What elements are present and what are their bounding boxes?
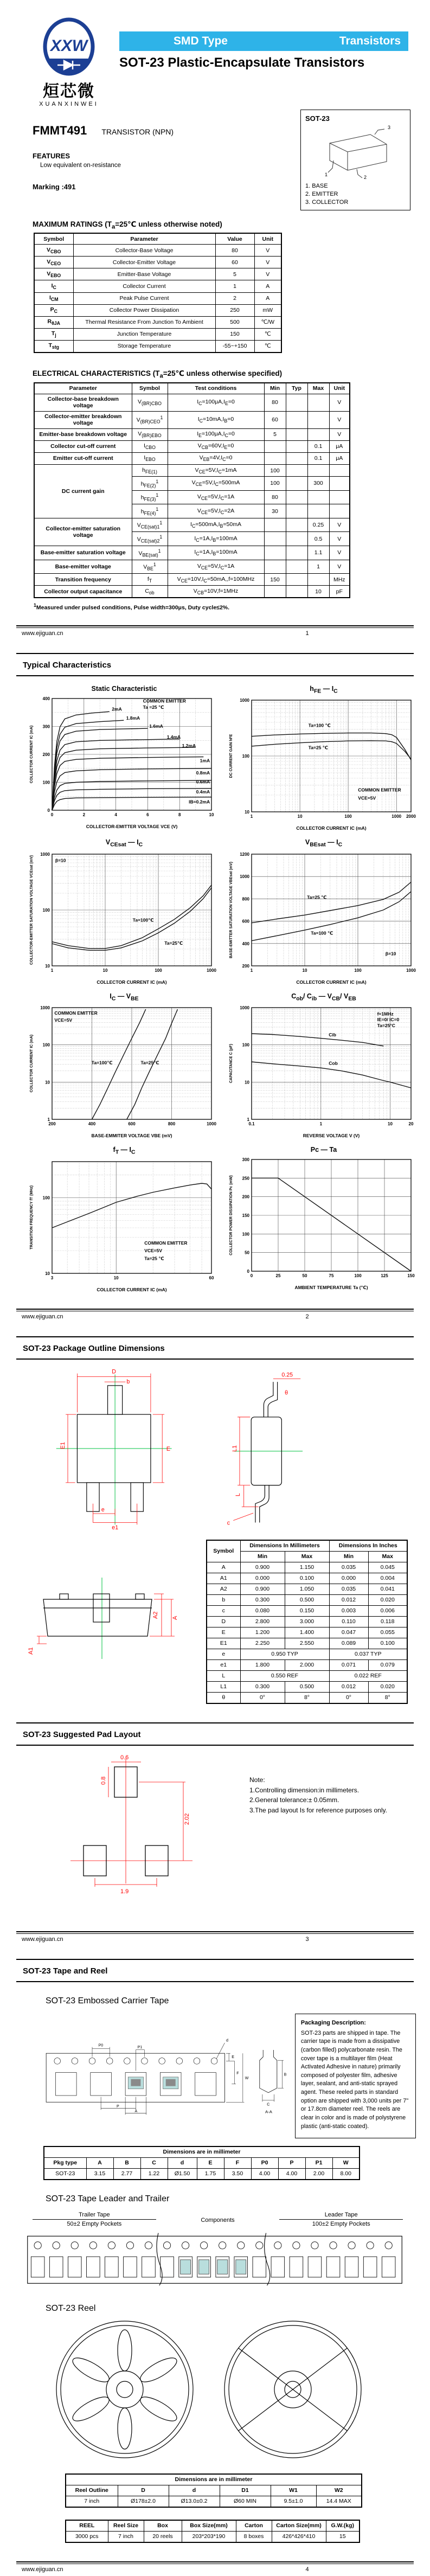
page-2 [0,653,430,1323]
header [0,0,430,107]
reel-dimensions-table: Dimensions are in millimeter Reel Outline D d D1 W1 W2 7 inch Ø178±2.0 Ø13.0±0.2 Ø60 MIN 9.5±1.0 14.4 MAX [65,2474,362,2508]
svg-text:L1: L1 [232,1445,239,1452]
package-dimensions-table: Symbol Dimensions In Millimeters Dimensions In Inches Min Max Min Max A 0.900 1.150 0.035 0.045 A1 0.000 0.100 0.000 0.004 A2 0.900 1.050 0.035 0.041 b 0.300 0.500 0.012 0.020 c 0.080 0.150 0.003 0.006 D 2.800 3.000 0.110 0.118 E 1.200 1.400 0.047 0.055 E1 2.250 2.550 0.089 0.100 e 0.950 TYP 0.037 TYP e1 1.800 2.000 0.071 0.079 L 0.550 REF 0.022 REF L1 0.300 0.500 0.012 0.020 θ 0° 8° 0° 8° [206,1540,408,1704]
chart-vcesat-vs-ic: $V_{CEsat}$ — $I_C$ 1 10 100 1000 10 100 1000 COLLECTOR CURRENT IC (mA) COLLECTOR-EMITTER SATURATION VOLTAGE VCEsat (mV) β=10 Ta=100℃ Ta=25℃ [30,838,216,985]
svg-text:Ta=100 ℃: Ta=100 ℃ [308,723,331,729]
svg-text:e1: e1 [112,1524,119,1530]
svg-text:TRANSITION FREQUENCY fT (M: TRANSITION FREQUENCY fT (MHz) [30,1185,34,1249]
svg-text:A: A [172,1616,178,1620]
svg-text:100: 100 [155,967,162,973]
svg-text:2mA: 2mA [112,706,122,712]
svg-text:Ta=25℃: Ta=25℃ [164,940,183,946]
svg-text:VCE=5V: VCE=5V [54,1017,73,1023]
svg-text:6: 6 [146,812,149,817]
svg-text:Ta =25 ℃: Ta =25 ℃ [143,704,164,710]
svg-text:AMBIENT TEMPERATURE Ta (℃): AMBIENT TEMPERATURE Ta (℃) [294,1285,368,1291]
package-label: SOT-23 [305,114,330,123]
part-description: TRANSISTOR (NPN) [101,127,174,136]
svg-text:A2: A2 [152,1611,159,1619]
type-banner [119,31,408,51]
svg-text:1000: 1000 [240,874,249,880]
svg-text:10: 10 [302,967,307,973]
svg-text:100: 100 [354,967,362,973]
svg-text:IB=0.2mA: IB=0.2mA [189,799,210,805]
svg-text:10: 10 [245,1080,249,1085]
svg-text:200: 200 [48,1122,56,1127]
svg-text:600: 600 [242,919,249,924]
page-title: SOT-23 Plastic-Encapsulate Transistors [119,55,365,70]
svg-text:0: 0 [50,812,54,817]
svg-text:C: C [267,2103,270,2107]
svg-text:COMMON EMITTER: COMMON EMITTER [143,698,186,704]
svg-text:Ta=25 ℃: Ta=25 ℃ [308,745,329,751]
svg-text:75: 75 [329,1273,334,1279]
svg-text:100: 100 [42,780,50,785]
typical-characteristics-heading: Typical Characteristics [23,660,112,670]
svg-text:1000: 1000 [406,967,416,973]
charts-grid [27,682,430,1295]
svg-text:Ta=100℃: Ta=100℃ [132,917,154,923]
svg-text:2: 2 [82,812,86,817]
svg-text:0: 0 [247,1269,249,1274]
svg-text:0.4mA: 0.4mA [196,789,210,795]
svg-text:0.6: 0.6 [120,1754,129,1761]
svg-text:10: 10 [297,814,303,819]
svg-text:10: 10 [102,967,108,973]
svg-text:0: 0 [250,1273,253,1279]
svg-text:COLLECTOR CURRENT IC (mA): COLLECTOR CURRENT IC (mA) [30,725,34,784]
svg-text:d: d [226,2039,228,2043]
svg-text:COMMON EMITTER: COMMON EMITTER [144,1240,188,1246]
svg-text:Ta=25 ℃: Ta=25 ℃ [307,894,327,900]
svg-text:IE=0/ IC=0: IE=0/ IC=0 [377,1017,400,1023]
svg-text:1: 1 [250,967,253,973]
chart-ft-vs-ic: $f_T$ — $I_C$ 3 10 60 10 100 COLLECTOR CURRENT IC (mA) TRANSITION FREQUENCY fT (MHz) COMMON EMITTER VCE=5V Ta=25 ℃ [30,1146,214,1292]
outline-drawings [0,1360,430,1530]
svg-text:P0: P0 [98,2043,104,2048]
pad-layout-heading: SOT-23 Suggested Pad Layout [23,1729,141,1739]
svg-text:600: 600 [128,1122,136,1127]
svg-text:A1: A1 [28,1647,34,1655]
svg-text:E: E [166,1445,171,1452]
pad-layout-notes: Note: 1.Controlling dimension:in millimeters. 2.General tolerance:± 0.05mm. 3.The pad layout Is for reference purposes only. [249,1776,387,1814]
svg-text:A: A [134,2109,138,2113]
svg-text:COLLECTOR CURRENT IC (mA): COLLECTOR CURRENT IC (mA) [30,1035,34,1093]
svg-text:10: 10 [45,1271,50,1276]
reel-drawing [43,2318,380,2463]
leader-trailer-labels: Trailer Tape 50±2 Empty Pockets Components Leader Tape 100±2 Empty Pockets [33,2212,403,2227]
carrier-tape-heading: SOT-23 Embossed Carrier Tape [46,1996,169,2005]
pin-1: 1. BASE [305,182,328,189]
svg-text:25: 25 [275,1273,281,1279]
svg-text:100: 100 [242,1232,249,1237]
svg-text:COLLECTOR POWER DISSIPATION P: COLLECTOR POWER DISSIPATION Pc (mW) [229,1175,233,1256]
page-footer-3: www.ejiguan.cn 3 [0,1931,430,1943]
elec-footnote: $^1$Measured under pulsed conditions, Pulse width=300μs, Duty cycle≤2%. [34,603,230,611]
svg-text:250: 250 [242,1176,249,1181]
svg-text:150: 150 [407,1273,415,1279]
max-ratings-table: Symbol Parameter Value Unit $V_{CBO}$ Collector-Base Voltage 80 V $V_{CEO}$ Collector-Emitter Voltage 60 V $V_{EBO}$ Emitter-Base Voltage 5 V $I_C$ Collector Current 1 A $I_{CM}$ Peak Pulse Current 2 A $P_C$ Collector Power Dissipation 250 mW $R_{\theta JA}$ Thermal Resistance From Junction To Ambient 500 ℃/W $T_j$ Junction Temperature 150 ℃ $T_{stg}$ Storage Temperature -55~+150 ℃ [34,233,282,353]
svg-text:0: 0 [47,808,50,813]
svg-text:1: 1 [50,967,54,973]
svg-text:CAPACITANCE C (pF): CAPACITANCE C (pF) [229,1044,233,1084]
page-4 [0,1959,430,2576]
svg-text:100: 100 [242,1043,249,1048]
svg-text:1000: 1000 [240,698,249,703]
svg-text:DC CURRENT GAIN hFE: DC CURRENT GAIN hFE [229,734,233,778]
svg-text:200: 200 [242,963,249,969]
svg-text:3: 3 [388,124,391,130]
outline-heading: SOT-23 Package Outline Dimensions [23,1343,165,1353]
svg-text:COLLECTOR CURRENT IC (mA): COLLECTOR CURRENT IC (mA) [97,979,167,985]
svg-text:200: 200 [42,752,50,757]
svg-text:1mA: 1mA [200,758,210,764]
outline-top-view [38,1367,195,1530]
svg-text:Cob: Cob [329,1061,338,1067]
svg-text:300: 300 [242,1157,249,1163]
svg-text:2000: 2000 [406,814,416,819]
pin-3: 3. COLLECTOR [305,198,349,206]
svg-text:COLLECTOR CURRENT IC (mA): COLLECTOR CURRENT IC (mA) [296,825,367,831]
svg-text:1.8mA: 1.8mA [126,715,140,721]
svg-text:E: E [232,2055,234,2060]
svg-text:Ta=100℃: Ta=100℃ [91,1060,113,1066]
packaging-description: Packaging Description: SOT-23 parts are shipped in tape. The carrier tape is made from a dissipative (carbon filled) polycarbonate resin. The cover tape is a multilayer film (Heat Activated Adhesive in nature) primarily composed of polyester film, adhesive layer, sealant, and anti-static sprayed agent. These reeled parts in standard option are shipped with 3,000 units per 7" or 17.8cm diameter reel. The reels are clear in color and is made of polystyrene plastic (anti-static coated). [295,2014,416,2138]
pin-list [305,183,406,206]
svg-text:400: 400 [88,1122,96,1127]
company-logo [28,15,110,107]
svg-text:50: 50 [245,1251,249,1256]
svg-text:1: 1 [247,1117,249,1123]
svg-text:800: 800 [242,896,249,902]
page-footer-4: www.ejiguan.cn 4 [0,2561,430,2573]
svg-text:F: F [236,2071,239,2075]
page-footer-1 [0,625,430,637]
svg-text:2.02: 2.02 [184,1813,190,1825]
chart-vbesat-vs-ic: $V_{BEsat}$ — $I_C$ 1 10 100 1000 200 400 600 800 1000 1200 COLLECTOR CURRENT IC (mA) BASE-EMITTER SATURATION VOLTAGE VBEsat (mV) Ta=25 ℃ Ta=100 ℃ β=10 [229,838,416,985]
feature-item: Low equivalent on-resistance [40,162,121,169]
svg-text:2: 2 [364,174,367,180]
svg-text:c: c [227,1520,230,1527]
svg-text:P1: P1 [137,2046,143,2050]
svg-text:A-A: A-A [265,2109,272,2114]
logo-english: XUANXINWEI [39,100,99,107]
pad-layout-drawing [60,1753,201,1899]
svg-text:D: D [112,1368,116,1375]
footer-site: www.ejiguan.cn [22,630,63,637]
svg-text:100: 100 [354,1273,362,1279]
svg-text:Ta=25°C: Ta=25°C [377,1023,395,1029]
svg-text:β=10: β=10 [55,857,66,863]
svg-text:8: 8 [178,812,181,817]
svg-text:1000: 1000 [40,1005,50,1011]
logo-mark-icon [37,15,101,81]
svg-text:100: 100 [42,1195,50,1201]
svg-text:10: 10 [245,810,249,815]
svg-text:1: 1 [47,1117,50,1123]
max-ratings-heading: MAXIMUM RATINGS ($T_a=25℃$ unless otherwise noted) [33,220,222,230]
footer-page-number: 1 [305,630,309,637]
svg-text:XXW: XXW [50,37,88,55]
svg-text:3: 3 [50,1275,54,1280]
svg-text:COMMON EMITTER: COMMON EMITTER [358,787,401,793]
svg-text:100: 100 [344,814,352,819]
svg-text:COMMON EMITTER: COMMON EMITTER [54,1010,98,1016]
marking: Marking :491 [33,182,76,191]
svg-text:Cib: Cib [329,1032,337,1038]
svg-text:10: 10 [209,812,214,817]
svg-text:0.8: 0.8 [100,1776,107,1785]
chart-pc-vs-ta: Pc — Ta 0 25 50 75 100 125 150 0 50 100 150 200 250 300 AMBIENT TEMPERATURE Ta (℃) COLLECTOR POWER DISSIPATION Pc (mW) [229,1146,415,1291]
svg-text:10: 10 [113,1275,119,1280]
banner-smd-type: SMD Type [174,35,228,47]
svg-text:100: 100 [42,1043,50,1048]
svg-text:BASE-EMITTER SATURATION VOLTAG: BASE-EMITTER SATURATION VOLTAGE VBEsat (mV) [229,861,233,958]
tape-dimensions-table: Dimensions are in millimeter Pkg type A B C d E F P0 P P1 W SOT-23 3.15 2.77 1.22 Ø1.50 1.75 3.50 4.00 4.00 2.00 8.00 [43,2146,360,2180]
svg-text:1000: 1000 [40,851,50,857]
page-3 [0,1336,430,1946]
svg-text:4: 4 [114,812,117,817]
chart-ic-vs-vbe: $I_C$ — $V_{BE}$ 200 400 600 800 1000 1 10 100 1000 BASE-EMMITER VOLTAGE VBE (mV) COLLECTOR CURRENT IC (mA) COMMON EMITTER VCE=5V Ta=100℃ Ta=25℃ [30,992,216,1139]
leader-trailer-drawing [25,2228,405,2288]
svg-text:Ta=25℃: Ta=25℃ [140,1060,159,1066]
svg-text:COLLECTOR-EMITTER SATURATION V: COLLECTOR-EMITTER SATURATION VOLTAGE VCEsat (mV) [30,855,34,965]
tape-section-drawing [253,2014,287,2138]
svg-text:150: 150 [242,1213,249,1219]
outline-front-view [22,1572,184,1664]
svg-text:W: W [245,2076,249,2080]
svg-text:1.4mA: 1.4mA [166,734,181,740]
svg-text:b: b [126,1378,130,1385]
svg-text:1: 1 [319,1122,323,1127]
banner-transistors: Transistors [339,35,401,47]
elec-char-heading: ELECTRICAL CHARACTERISTICS ($T_a=25℃$ unless otherwise specified) [33,369,283,380]
svg-text:0.8mA: 0.8mA [196,770,210,776]
svg-text:1: 1 [250,814,253,819]
carrier-tape-drawing [43,2014,253,2138]
svg-text:VCE=5V: VCE=5V [144,1248,163,1254]
svg-text:COLLECTOR-EMITTER VOLTAGE VC: COLLECTOR-EMITTER VOLTAGE VCE (V) [86,823,178,829]
svg-text:e: e [101,1507,105,1514]
svg-text:10: 10 [388,1122,393,1127]
svg-text:50: 50 [302,1273,307,1279]
svg-text:0.1: 0.1 [248,1122,255,1127]
svg-text:60: 60 [209,1275,214,1280]
svg-text:E1: E1 [60,1441,67,1449]
svg-text:BASE-EMMITER VOLTAGE VBE (: BASE-EMMITER VOLTAGE VBE (mV) [91,1133,172,1139]
svg-text:1000: 1000 [207,1122,216,1127]
svg-text:β=10: β=10 [385,951,396,957]
chart-static-characteristic: Static Characteristic 0 2 4 6 8 10 0 100 200 300 400 COLLECTOR-EMITTER VOLTAGE VCE (V) COLLECTOR CURRENT IC (mA) COMMON EMITTER Ta =25 ℃ 2mA 1.8mA 1.6mA 1.4mA 1.2mA 1mA 0.8mA 0.6mA 0.4mA IB=0.2mA [30,684,214,829]
electrical-characteristics-table: Parameter Symbol Test conditions Min Typ Max Unit Collector-base breakdown voltage $V_{(BR)CBO}$ $I_C=100\mu A,I_E=0$ 80 V Collector-emitter breakdown voltage $V_{(BR)CEO}^1$ $I_C=10mA,I_B=0$ 60 V Emitter-base breakdown voltage $V_{(BR)EBO}$ $I_E=100\mu A,I_C=0$ 5 V Collector cut-off current $I_{CBO}$ $V_{CB}=60V,I_E=0$ 0.1 μA Emitter cut-off current $I_{EBO}$ $V_{EB}=4V,I_C=0$ 0.1 μA DC current gain $h_{FE(1)}$ $V_{CE}=5V,I_C=1mA$ 100 $h_{FE(2)}^1$ $V_{CE}=5V,I_C=500mA$ 100 300 $h_{FE(3)}^1$ $V_{CE}=5V,I_C=1A$ 80 $h_{FE(4)}^1$ $V_{CE}=5V,I_C=2A$ 30 Collector-emitter saturation voltage $V_{CE(sat)1}^1$ $I_C=500mA,I_B=50mA$ 0.25 V $V_{CE(sat)2}^1$ $I_C=1A,I_B=100mA$ 0.5 V Base-emitter saturation voltage $V_{BE(sat)}^1$ $I_C=1A,I_B=100mA$ 1.1 V Base-emitter voltage $V_{BE}^1$ $V_{CE}=5V,I_C=1A$ 1 V Transition frequency $f_T$ $V_{CE}=10V,I_C=50mA,,f=100MHz$ 150 MHz Collector output capacitance $C_{ob}$ $V_{CB}=10V,f=1MHz$ 10 pF [34,382,350,599]
svg-text:REVERSE VOLTAGE V (V): REVERSE VOLTAGE V (V) [303,1133,360,1139]
svg-text:f=1MHz: f=1MHz [377,1011,394,1017]
outline-side-view [217,1367,325,1530]
svg-text:20: 20 [408,1122,414,1127]
svg-text:COLLECTOR CURRENT IC (mA): COLLECTOR CURRENT IC (mA) [296,979,367,985]
svg-text:125: 125 [381,1273,388,1279]
svg-text:100: 100 [242,754,249,759]
svg-text:0.25: 0.25 [281,1372,293,1379]
svg-text:P: P [117,2104,119,2109]
svg-text:1000: 1000 [207,967,216,973]
leader-trailer-heading: SOT-23 Tape Leader and Trailer [46,2194,170,2203]
svg-text:Ta=25 ℃: Ta=25 ℃ [144,1255,164,1261]
svg-text:COLLECTOR CURRENT IC (mA): COLLECTOR CURRENT IC (mA) [97,1286,167,1292]
features-heading: FEATURES [33,151,70,160]
chart-capacitance: $C_{ob}/$ $C_{ib}$ — $V_{CB}/$ $V_{EB}$ 0.1 1 10 20 1 10 100 1000 REVERSE VOLTAGE V (V) CAPACITANCE C (pF) f=1MHz IE=0/ IC=0 Ta=25°C Cib Cob [229,992,414,1139]
svg-text:B: B [284,2073,287,2077]
svg-text:θ: θ [285,1389,288,1396]
svg-text:800: 800 [168,1122,176,1127]
logo-chinese: 烜芯微 [43,82,95,100]
svg-text:300: 300 [42,724,50,729]
svg-text:100: 100 [42,907,50,913]
svg-text:0.6mA: 0.6mA [196,779,210,785]
package-box [300,110,410,210]
packing-table: REEL Reel Size Box Box Size(mm) Carton Carton Size(mm) G.W.(kg) 3000 pcs 7 inch 20 reels 203*203*190 8 boxes 426*426*410 15 [65,2520,360,2543]
page-1 [0,0,430,640]
svg-text:1000: 1000 [240,1005,249,1011]
part-number: FMMT491 [33,123,87,137]
svg-text:10: 10 [45,1080,50,1085]
svg-text:10: 10 [45,963,50,969]
svg-text:1: 1 [325,171,328,177]
svg-text:1.9: 1.9 [120,1888,129,1895]
svg-text:400: 400 [42,696,50,701]
svg-text:1.2mA: 1.2mA [182,743,196,749]
svg-text:L: L [234,1493,241,1497]
chart-hfe-vs-ic: $h_{FE}$ — $I_C$ 1 10 100 1000 2000 10 100 1000 COLLECTOR CURRENT IC (mA) DC CURRENT GAIN hFE Ta=100 ℃ Ta=25 ℃ COMMON EMITTER VCE=5V [229,684,416,831]
svg-text:1000: 1000 [392,814,402,819]
tape-reel-heading: SOT-23 Tape and Reel [23,1966,108,1976]
svg-text:1200: 1200 [240,851,249,857]
svg-text:VCE=5V: VCE=5V [358,796,376,802]
svg-text:1.6mA: 1.6mA [149,723,163,729]
svg-text:Ta=100 ℃: Ta=100 ℃ [311,930,333,936]
reel-heading: SOT-23 Reel [46,2303,96,2313]
pin-2: 2. EMITTER [305,190,338,197]
sot23-package-icon [305,123,395,180]
page-footer-2: www.ejiguan.cn 2 [0,1309,430,1320]
svg-text:400: 400 [242,941,249,946]
svg-text:200: 200 [242,1195,249,1200]
